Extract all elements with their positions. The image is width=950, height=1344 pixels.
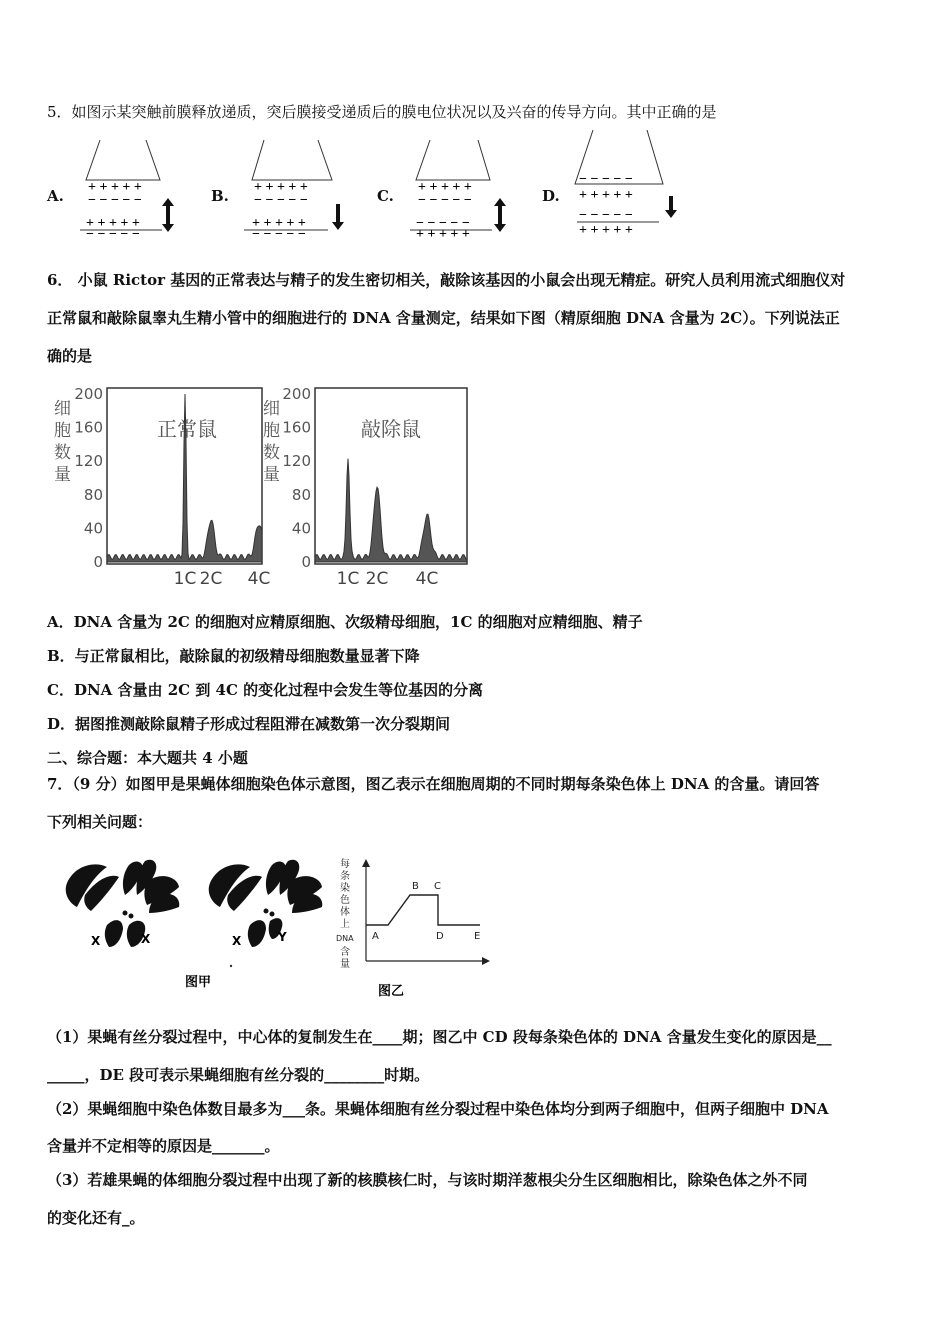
ylabel-char: DNA [336, 934, 354, 943]
y-axis-label-char: 细 [263, 399, 280, 419]
q7-line2: 下列相关问题： [47, 813, 153, 831]
y-tick-label: 160 [282, 418, 311, 437]
ylabel-char: 量 [340, 959, 350, 970]
y-axis-label-knockout [263, 399, 280, 485]
x-tick-label: 1C [173, 569, 197, 589]
chart-normal [54, 385, 270, 589]
x-tick-label: 4C [247, 569, 271, 589]
chromosome-set-male [209, 860, 323, 947]
chart-knockout [263, 385, 467, 589]
q6-option-d[interactable]: D．据图推测敲除鼠精子形成过程阻滞在减数第一次分裂期间 [47, 715, 451, 733]
membrane-charge-top: + + + + + [254, 180, 308, 195]
chromosome-label: X [91, 934, 101, 948]
y-axis-label-normal [54, 399, 71, 485]
y-ticks-knockout [282, 385, 311, 571]
membrane-charge-low1: + + + + + [252, 216, 306, 231]
membrane-charge-mid: − − − − − [88, 193, 142, 208]
ylabel-char: 染 [340, 883, 350, 894]
q6-option-b[interactable]: B．与正常鼠相比，敲除鼠的初级精母细胞数量显著下降 [47, 647, 420, 665]
point-label: B [412, 881, 419, 892]
q6-option-c[interactable]: C．DNA 含量由 2C 到 4C 的变化过程中会发生等位基因的分离 [47, 681, 484, 699]
y-tick-label: 40 [291, 519, 311, 538]
membrane-charge-mid: + + + + + [579, 188, 633, 203]
membrane-charge-low1: − − − − − [416, 216, 470, 231]
section-heading: 二、综合题：本大题共 4 小题 [47, 749, 248, 767]
double-arrow-icon [162, 198, 174, 232]
y-tick-label: 120 [74, 452, 103, 471]
x-axis-arrow-icon [482, 957, 490, 965]
y-tick-label: 200 [282, 385, 311, 403]
figure-b-dna-graph [336, 855, 496, 1005]
ylabel-char: 色 [340, 895, 350, 906]
q5-option-d-label[interactable]: D. [542, 187, 560, 205]
down-arrow-icon [332, 204, 344, 230]
ylabel-char: 含 [340, 947, 350, 958]
figure-b-caption: 图乙 [378, 984, 405, 999]
q5-option-a-diagram [76, 138, 181, 238]
y-axis-label-char: 量 [263, 465, 280, 485]
ylabel-char: 每 [340, 859, 350, 870]
ylabel-char: 条 [340, 871, 350, 882]
membrane-charge-top: + + + + + [88, 180, 142, 195]
chromosome-label: X [232, 934, 242, 948]
plot-frame-knockout [315, 388, 467, 564]
q6-line2: 正常鼠和敲除鼠睾丸生精小管中的细胞进行的 DNA 含量测定，结果如下图（精原细胞 DNA 含量为 2C）。下列说法正 [47, 309, 840, 327]
q5-option-b-diagram [240, 138, 350, 238]
y-axis-label-char: 胞 [263, 421, 280, 441]
chromosome-label: X [141, 932, 151, 946]
x-tick-label: 1C [336, 569, 360, 589]
membrane-charge-low1: + + + + + [86, 216, 140, 231]
figure-a-chromosomes [55, 855, 340, 995]
membrane-charge-top: + + + + + [418, 180, 472, 195]
chart-title-knockout: 敲除鼠 [361, 417, 421, 441]
x-ticks-normal [174, 569, 271, 589]
point-label: E [474, 931, 481, 942]
point-label: D [436, 931, 444, 942]
down-arrow-icon [665, 196, 677, 218]
histogram-curve-normal [107, 394, 262, 562]
axon-terminal [252, 140, 332, 180]
membrane-charge-low2: − − − − − [86, 227, 140, 238]
y-tick-label: 160 [74, 418, 103, 437]
q6-line3: 确的是 [47, 347, 93, 365]
y-axis-label-char: 细 [54, 399, 71, 419]
q5-option-c-diagram [406, 138, 516, 238]
y-tick-label: 0 [301, 553, 311, 571]
y-axis-label-char: 数 [263, 443, 280, 463]
histogram-curve-knockout [315, 459, 467, 562]
figure-b-ylabel [336, 857, 354, 970]
membrane-charge-low2: + + + + + [416, 227, 470, 238]
q5-option-b-label[interactable]: B. [211, 187, 229, 205]
q5-stem: 5．如图示某突触前膜释放递质，突后膜接受递质后的膜电位状况以及兴奋的传导方向。其中正确的是 [47, 103, 717, 121]
q6-line1: 6． 小鼠 Rictor 基因的正常表达与精子的发生密切相关，敲除该基因的小鼠会出现无精症。研究人员利用流式细胞仪对 [47, 271, 846, 289]
q7-sub3-line2: 的变化还有_。 [47, 1209, 145, 1227]
x-tick-label: 2C [199, 569, 223, 589]
membrane-charge-low2: + + + + + [579, 223, 633, 236]
membrane-charge-low1: − − − − − [579, 208, 633, 223]
chromosome-label: Y [278, 930, 287, 944]
y-ticks-normal [74, 385, 103, 571]
y-axis-label-char: 量 [54, 465, 71, 485]
membrane-charge-mid: − − − − − [254, 193, 308, 208]
point-label: A [372, 931, 379, 942]
q5-number: 5． [47, 103, 72, 121]
chart-title-normal: 正常鼠 [157, 417, 217, 441]
point-label: C [434, 881, 441, 892]
figure-a-caption: 图甲 [185, 975, 212, 990]
y-tick-label: 40 [83, 519, 103, 538]
q7-sub1-line2: _____，DE 段可表示果蝇细胞有丝分裂的________时期。 [47, 1066, 430, 1084]
q5-option-d-diagram [571, 128, 683, 236]
membrane-charge-top: − − − − − [579, 172, 633, 187]
chromosome-set-female [66, 860, 180, 947]
x-tick-label: 4C [415, 569, 439, 589]
y-tick-label: 200 [74, 385, 103, 403]
y-tick-label: 80 [291, 485, 311, 504]
ylabel-char: 上 [340, 919, 350, 930]
y-axis-arrow-icon [362, 859, 370, 867]
q5-option-c-label[interactable]: C. [377, 187, 394, 205]
ylabel-char: 体 [340, 907, 350, 918]
q7-sub2-line1: （2）果蝇细胞中染色体数目最多为___条。果蝇体细胞有丝分裂过程中染色体均分到两子细胞中，但两子细胞中 DNA [47, 1100, 829, 1118]
y-tick-label: 120 [282, 452, 311, 471]
y-tick-label: 80 [83, 485, 103, 504]
q6-option-a[interactable]: A．DNA 含量为 2C 的细胞对应精原细胞、次级精母细胞，1C 的细胞对应精细胞、精子 [47, 613, 643, 631]
x-tick-label: 2C [365, 569, 389, 589]
q7-sub3-line1: （3）若雄果蝇的体细胞分裂过程中出现了新的核膜核仁时，与该时期洋葱根尖分生区细胞相比，除染色体之外不同 [47, 1171, 808, 1189]
membrane-charge-mid: − − − − − [418, 193, 472, 208]
y-axis-label-char: 胞 [54, 421, 71, 441]
membrane-charge-low2: − − − − − [252, 227, 306, 238]
q5-option-a-label[interactable]: A. [47, 187, 64, 205]
axon-terminal [86, 140, 160, 180]
y-tick-label: 0 [93, 553, 103, 571]
y-axis-label-char: 数 [54, 443, 71, 463]
dna-content-line [366, 895, 480, 925]
q7-line1: 7．（9 分）如图甲是果蝇体细胞染色体示意图，图乙表示在细胞周期的不同时期每条染色体上 DNA 的含量。请回答 [47, 775, 820, 793]
axon-terminal [416, 140, 490, 180]
q7-sub2-line2: 含量并不定相等的原因是_______。 [47, 1137, 280, 1155]
flow-cytometry-histograms [45, 380, 475, 595]
double-arrow-icon [494, 198, 506, 232]
q7-sub1-line1: （1）果蝇有丝分裂过程中，中心体的复制发生在____期；图乙中 CD 段每条染色体的 DNA 含量发生变化的原因是__ [47, 1028, 832, 1046]
x-ticks-knockout [337, 569, 439, 589]
